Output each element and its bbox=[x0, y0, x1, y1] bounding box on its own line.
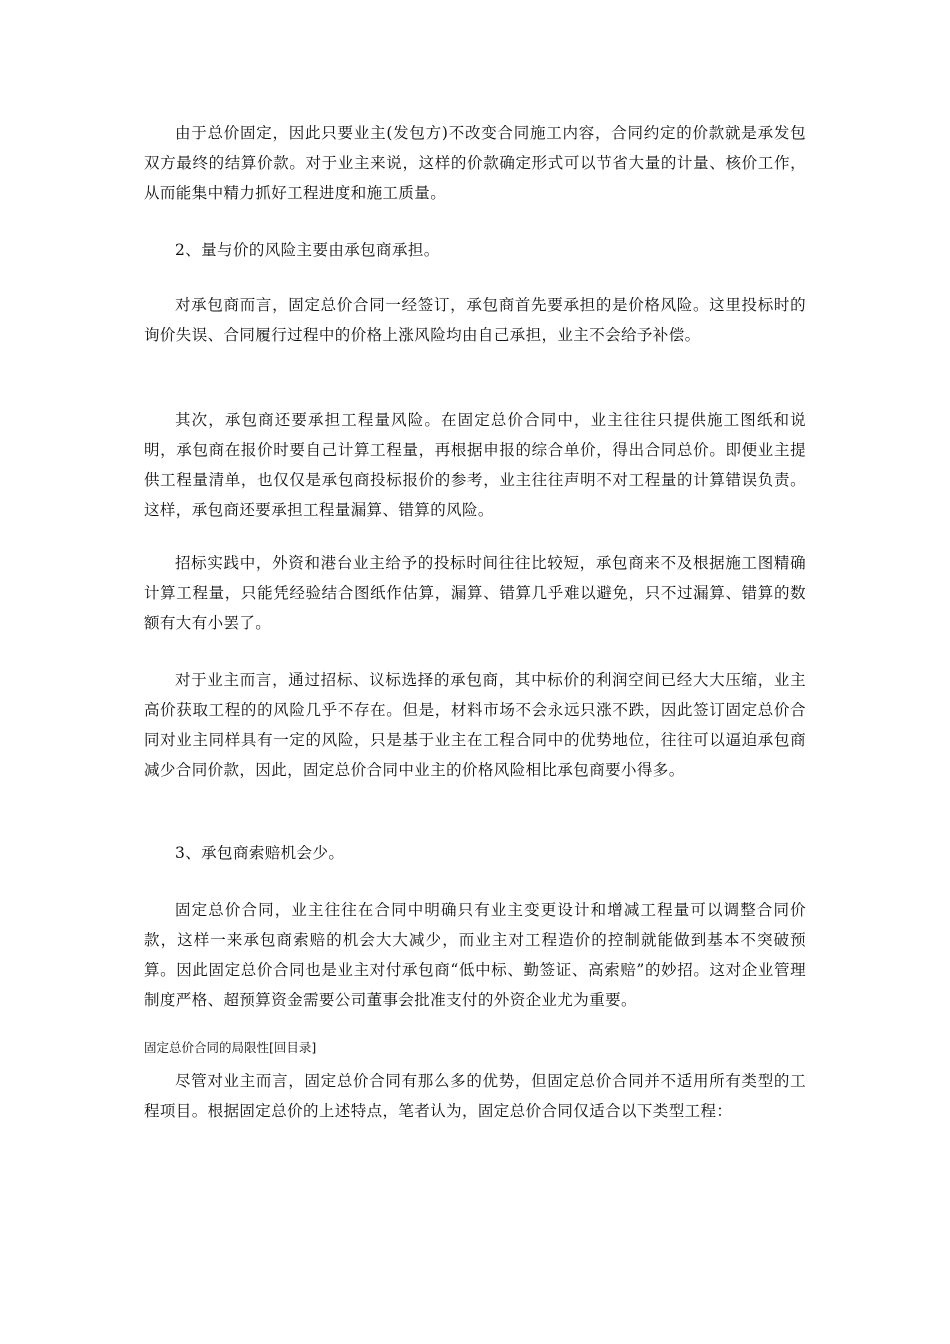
paragraph-fixed-price-settlement: 由于总价固定，因此只要业主(发包方)不改变合同施工内容，合同约定的价款就是承发包双方最终的结算价款。对于业主来说，这样的价款确定形式可以节省大量的计量、核价工作，从而能集中精力抓好工程进度和施工质量。 bbox=[144, 124, 806, 202]
paragraph-price-risk: 对承包商而言，固定总价合同一经签订，承包商首先要承担的是价格风险。这里投标时的询价失误、合同履行过程中的价格上涨风险均由自己承担，业主不会给予补偿。 bbox=[144, 296, 806, 344]
paragraph-owner-risk: 对于业主而言，通过招标、议标选择的承包商，其中标价的利润空间已经大大压缩，业主高价获取工程的的风险几乎不存在。但是，材料市场不会永远只涨不跌，因此签订固定总价合同对业主同样具有一定的风险，只是基于业主在工程合同中的优势地位，往往可以逼迫承包商减少合同价款，因此，固定总价合同中业主的价格风险相比承包商要小得多。 bbox=[144, 671, 806, 779]
paragraph-claims-detail: 固定总价合同，业主往往在合同中明确只有业主变更设计和增减工程量可以调整合同价款，这样一来承包商索赔的机会大大减少，而业主对工程造价的控制就能做到基本不突破预算。因此固定总价合同也是业主对付承包商“低中标、勤签证、高索赔”的妙招。这对企业管理制度严格、超预算资金需要公司董事会批准支付的外资企业尤为重要。 bbox=[144, 901, 806, 1009]
heading-risk-borne-by-contractor: 2、量与价的风险主要由承包商承担。 bbox=[175, 241, 440, 259]
section-title-text: 固定总价合同的局限性 bbox=[144, 1040, 270, 1055]
paragraph-bidding-practice: 招标实践中，外资和港台业主给予的投标时间往往比较短，承包商来不及根据施工图精确计算工程量，只能凭经验结合图纸作估算，漏算、错算几乎难以避免，只不过漏算、错算的数额有大有小罢了。 bbox=[144, 554, 806, 632]
paragraph-applicability: 尽管对业主而言，固定总价合同有那么多的优势，但固定总价合同并不适用所有类型的工程项目。根据固定总价的上述特点，笔者认为，固定总价合同仅适合以下类型工程： bbox=[144, 1072, 806, 1120]
paragraph-quantity-risk: 其次，承包商还要承担工程量风险。在固定总价合同中，业主往往只提供施工图纸和说明，承包商在报价时要自己计算工程量，再根据申报的综合单价，得出合同总价。即便业主提供工程量清单，也仅仅是承包商投标报价的参考，业主往往声明不对工程量的计算错误负责。这样，承包商还要承担工程量漏算、错算的风险。 bbox=[144, 411, 806, 519]
section-title-limitations bbox=[144, 1039, 316, 1057]
back-to-contents-link[interactable]: [回目录] bbox=[269, 1040, 317, 1055]
heading-fewer-claims: 3、承包商索赔机会少。 bbox=[175, 844, 345, 862]
